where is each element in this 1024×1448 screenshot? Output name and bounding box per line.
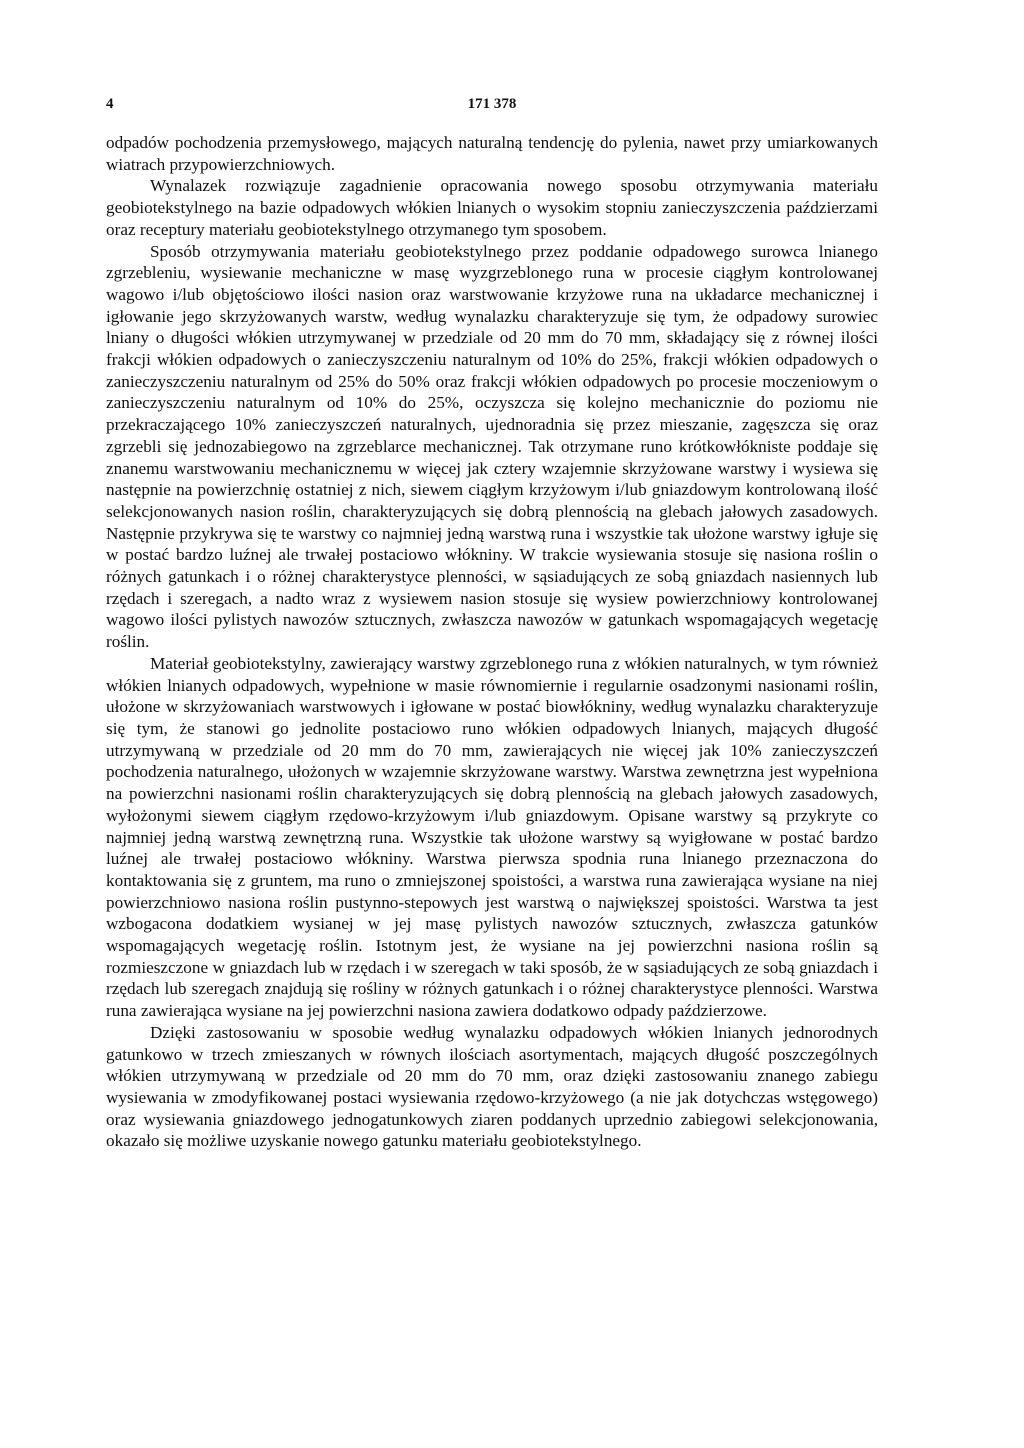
document-body [106,132,878,1152]
paragraph-advantages: Dzięki zastosowaniu w sposobie według wynalazku odpadowych włókien lnianych jednorodnych gatunkowo w trzech zmieszanych w równych ilościach asortymentach, mających długość poszczególnych włókien utrzymywaną w przedziale od 20 mm do 70 mm, oraz dzięki zastosowaniu znanego zabiegu wysiewania w zmodyfikowanej postaci wysiewania rzędowo-krzyżowego (a nie jak dotychczas wstęgowego) oraz wysiewania gniazdowego jednogatunkowych ziaren poddanych uprzednio zabiegowi selekcjonowania, okazało się możliwe uzyskanie nowego gatunku materiału geobiotekstylnego. [106,1022,878,1151]
page-header [106,96,878,118]
patent-number: 171 378 [467,96,517,112]
paragraph-continuation: odpadów pochodzenia przemysłowego, mających naturalną tendencję do pylenia, nawet przy umiarkowanych wiatrach przypowierzchniowych. [106,133,878,174]
paragraph-method-description: Sposób otrzymywania materiału geobiotekstylnego przez poddanie odpadowego surowca lnianego zgrzebleniu, wysiewanie mechaniczne w masę wyzgrzeblonego runa w procesie ciągłym kontrolowanej wagowo i/lub objętościowo ilości nasion oraz warstwowanie krzyżowe runa na układarce mechanicznej i igłowanie jego skrzyżowanych warstw, według wynalazku charakteryzuje się tym, że odpadowy surowiec lniany o długości włókien utrzymywanej w przedziale od 20 mm do 70 mm, składający się z równej ilości frakcji włókien odpadowych o zanieczyszczeniu naturalnym od 10% do 25%, frakcji włókien odpadowych o zanieczyszczeniu naturalnym od 25% do 50% oraz frakcji włókien odpadowych po procesie moczeniowym o zanieczyszczeniu naturalnym od 10% do 25%, oczyszcza się kolejno mechanicznie do poziomu nie przekraczającego 10% zanieczyszczeń naturalnych, ujednoradnia się przez mieszanie, zagęszcza się oraz zgrzebli się jednozabiegowo na zgrzeblarce mechanicznej. Tak otrzymane runo krótkowłókniste poddaje się znanemu warstwowaniu mechanicznemu w więcej jak cztery wzajemnie skrzyżowane warstwy i wysiewa się następnie na powierzchnię ostatniej z nich, siewem ciągłym krzyżowym i/lub gniazdowym kontrolowaną ilość selekcjonowanych nasion roślin, charakteryzujących się dobrą plennością na glebach jałowych zasadowych. Następnie przykrywa się te warstwy co najmniej jedną warstwą runa i wszystkie tak ułożone warstwy igłuje się w postać bardzo luźnej ale trwałej postaciowo włókniny. W trakcie wysiewania stosuje się nasiona roślin o różnych gatunkach i o różnej charakterystyce plenności, w sąsiadujących ze sobą gniazdach nasiennych lub rzędach i szeregach, a nadto wraz z wysiewem nasion stosuje się wysiew powierzchniowy kontrolowanej wagowo ilości pylistych nawozów sztucznych, zwłaszcza nawozów w gatunkach wspomagających wegetację roślin. [106,241,878,652]
paragraph-material-description: Materiał geobiotekstylny, zawierający warstwy zgrzeblonego runa z włókien naturalnych, w tym również włókien lnianych odpadowych, wypełnione w masie równomiernie i regularnie osadzonymi nasionami roślin, ułożone w skrzyżowaniach warstwowych i igłowane w postać biowłókniny, według wynalazku charakteryzuje się tym, że stanowi go jednolite postaciowo runo włókien odpadowych lnianych, mających długość utrzymywaną w przedziale od 20 mm do 70 mm, zawierających nie więcej jak 10% zanieczyszczeń pochodzenia naturalnego, ułożonych w wzajemnie skrzyżowane warstwy. Warstwa zewnętrzna jest wypełniona na powierzchni nasionami roślin charakteryzujących się dobrą plennością na glebach jałowych zasadowych, wyłożonymi siewem ciągłym rzędowo-krzyżowym i/lub gniazdowym. Opisane warstwy są przykryte co najmniej jedną warstwą zewnętrzną runa. Wszystkie tak ułożone warstwy są wyigłowane w postać bardzo luźnej ale trwałej postaciowo włókniny. Warstwa pierwsza spodnia runa lnianego przeznaczona do kontaktowania się z gruntem, ma runo o zmniejszonej spoistości, a warstwa runa zawierająca wysiane na niej powierzchniowo nasiona roślin pustynno-stepowych jest warstwą o największej spoistości. Warstwa ta jest wzbogacona dodatkiem wysianej w jej masę pylistych nawozów sztucznych, zwłaszcza gatunków wspomagających wegetację roślin. Istotnym jest, że wysiane na jej powierzchni nasiona roślin są rozmieszczone w gniazdach lub w rzędach i w szeregach w taki sposób, że w sąsiadujących ze sobą gniazdach i rzędach lub szeregach znajdują się rośliny w różnych gatunkach i o różnej charakterystyce plenności. Warstwa runa zawierająca wysiane na jej powierzchni nasiona zawiera dodatkowo odpady paździerzowe. [106,653,878,1021]
page-number: 4 [106,96,114,112]
paragraph-invention-problem: Wynalazek rozwiązuje zagadnienie opracowania nowego sposobu otrzymywania materiału geobiotekstylnego na bazie odpadowych włókien lnianych o wysokim stopniu zanieczyszczenia paździerzami oraz receptury materiału geobiotekstylnego otrzymanego tym sposobem. [106,176,878,239]
